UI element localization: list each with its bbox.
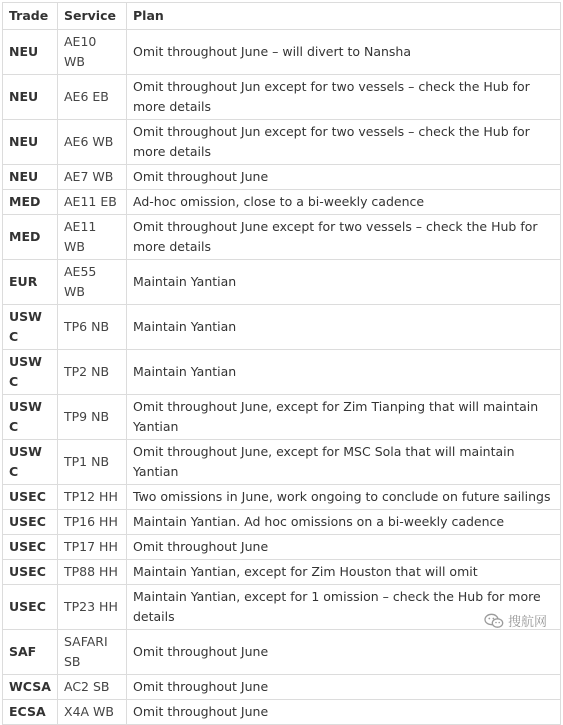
header-plan: Plan: [127, 3, 561, 30]
cell-trade: USEC: [3, 535, 58, 560]
table-row: [3, 190, 561, 215]
cell-service: AE6 EB: [58, 75, 127, 120]
table-header-row: [3, 3, 561, 30]
table-row: [3, 215, 561, 260]
cell-service: AE55 WB: [58, 260, 127, 305]
cell-service: TP17 HH: [58, 535, 127, 560]
watermark: [484, 611, 547, 630]
cell-plan: Omit throughout Jun except for two vessels – check the Hub for more details: [127, 120, 561, 165]
cell-plan: Maintain Yantian: [127, 260, 561, 305]
table-row: [3, 675, 561, 700]
cell-plan: Omit throughout June: [127, 675, 561, 700]
table-row: [3, 485, 561, 510]
cell-trade: NEU: [3, 30, 58, 75]
table-row: [3, 30, 561, 75]
cell-service: X4A WB: [58, 700, 127, 725]
cell-plan: Omit throughout June: [127, 165, 561, 190]
cell-plan: Omit throughout June, except for Zim Tianping that will maintain Yantian: [127, 395, 561, 440]
table-row: [3, 585, 561, 630]
cell-service: TP16 HH: [58, 510, 127, 535]
cell-service: TP9 NB: [58, 395, 127, 440]
header-service: Service: [58, 3, 127, 30]
header-trade: Trade: [3, 3, 58, 30]
cell-plan: Maintain Yantian. Ad hoc omissions on a bi-weekly cadence: [127, 510, 561, 535]
cell-service: TP23 HH: [58, 585, 127, 630]
cell-plan: Ad-hoc omission, close to a bi-weekly cadence: [127, 190, 561, 215]
cell-trade: EUR: [3, 260, 58, 305]
cell-trade: WCSA: [3, 675, 58, 700]
cell-service: TP6 NB: [58, 305, 127, 350]
cell-plan: Two omissions in June, work ongoing to conclude on future sailings: [127, 485, 561, 510]
cell-trade: NEU: [3, 165, 58, 190]
cell-plan: Omit throughout June: [127, 630, 561, 675]
cell-service: AC2 SB: [58, 675, 127, 700]
cell-plan: Maintain Yantian: [127, 305, 561, 350]
table-row: [3, 440, 561, 485]
table-row: [3, 630, 561, 675]
cell-trade: NEU: [3, 120, 58, 165]
table-row: [3, 350, 561, 395]
watermark-text: 搜航网: [507, 615, 547, 630]
table-row: [3, 75, 561, 120]
cell-service: TP12 HH: [58, 485, 127, 510]
cell-trade: USWC: [3, 440, 58, 485]
cell-trade: USEC: [3, 485, 58, 510]
cell-service: AE6 WB: [58, 120, 127, 165]
cell-trade: NEU: [3, 75, 58, 120]
table-row: [3, 510, 561, 535]
cell-service: AE11 EB: [58, 190, 127, 215]
table-row: [3, 560, 561, 585]
cell-plan: Omit throughout June: [127, 535, 561, 560]
table-row: [3, 260, 561, 305]
table-body: [3, 30, 561, 725]
service-plan-table: [2, 2, 561, 725]
cell-plan: Maintain Yantian, except for Zim Houston that will omit: [127, 560, 561, 585]
table-row: [3, 305, 561, 350]
cell-plan: Omit throughout June, except for MSC Sola that will maintain Yantian: [127, 440, 561, 485]
cell-trade: USEC: [3, 560, 58, 585]
cell-trade: USEC: [3, 510, 58, 535]
cell-service: TP2 NB: [58, 350, 127, 395]
cell-service: TP88 HH: [58, 560, 127, 585]
cell-plan: Omit throughout June – will divert to Nansha: [127, 30, 561, 75]
table-row: [3, 700, 561, 725]
table-row: [3, 165, 561, 190]
cell-plan: Maintain Yantian: [127, 350, 561, 395]
cell-plan: Omit throughout Jun except for two vessels – check the Hub for more details: [127, 75, 561, 120]
cell-service: AE10 WB: [58, 30, 127, 75]
cell-service: TP1 NB: [58, 440, 127, 485]
table-row: [3, 395, 561, 440]
table-row: [3, 535, 561, 560]
cell-service: SAFARI SB: [58, 630, 127, 675]
cell-service: AE7 WB: [58, 165, 127, 190]
wechat-icon: [484, 613, 504, 629]
cell-service: AE11 WB: [58, 215, 127, 260]
cell-trade: MED: [3, 215, 58, 260]
cell-plan: Omit throughout June except for two vessels – check the Hub for more details: [127, 215, 561, 260]
cell-trade: ECSA: [3, 700, 58, 725]
cell-trade: USWC: [3, 350, 58, 395]
cell-trade: USWC: [3, 395, 58, 440]
cell-trade: MED: [3, 190, 58, 215]
cell-plan: Omit throughout June: [127, 700, 561, 725]
table-row: [3, 120, 561, 165]
cell-trade: USWC: [3, 305, 58, 350]
cell-trade: SAF: [3, 630, 58, 675]
cell-plan: Maintain Yantian, except for 1 omission – check the Hub for more details: [127, 585, 561, 630]
cell-trade: USEC: [3, 585, 58, 630]
